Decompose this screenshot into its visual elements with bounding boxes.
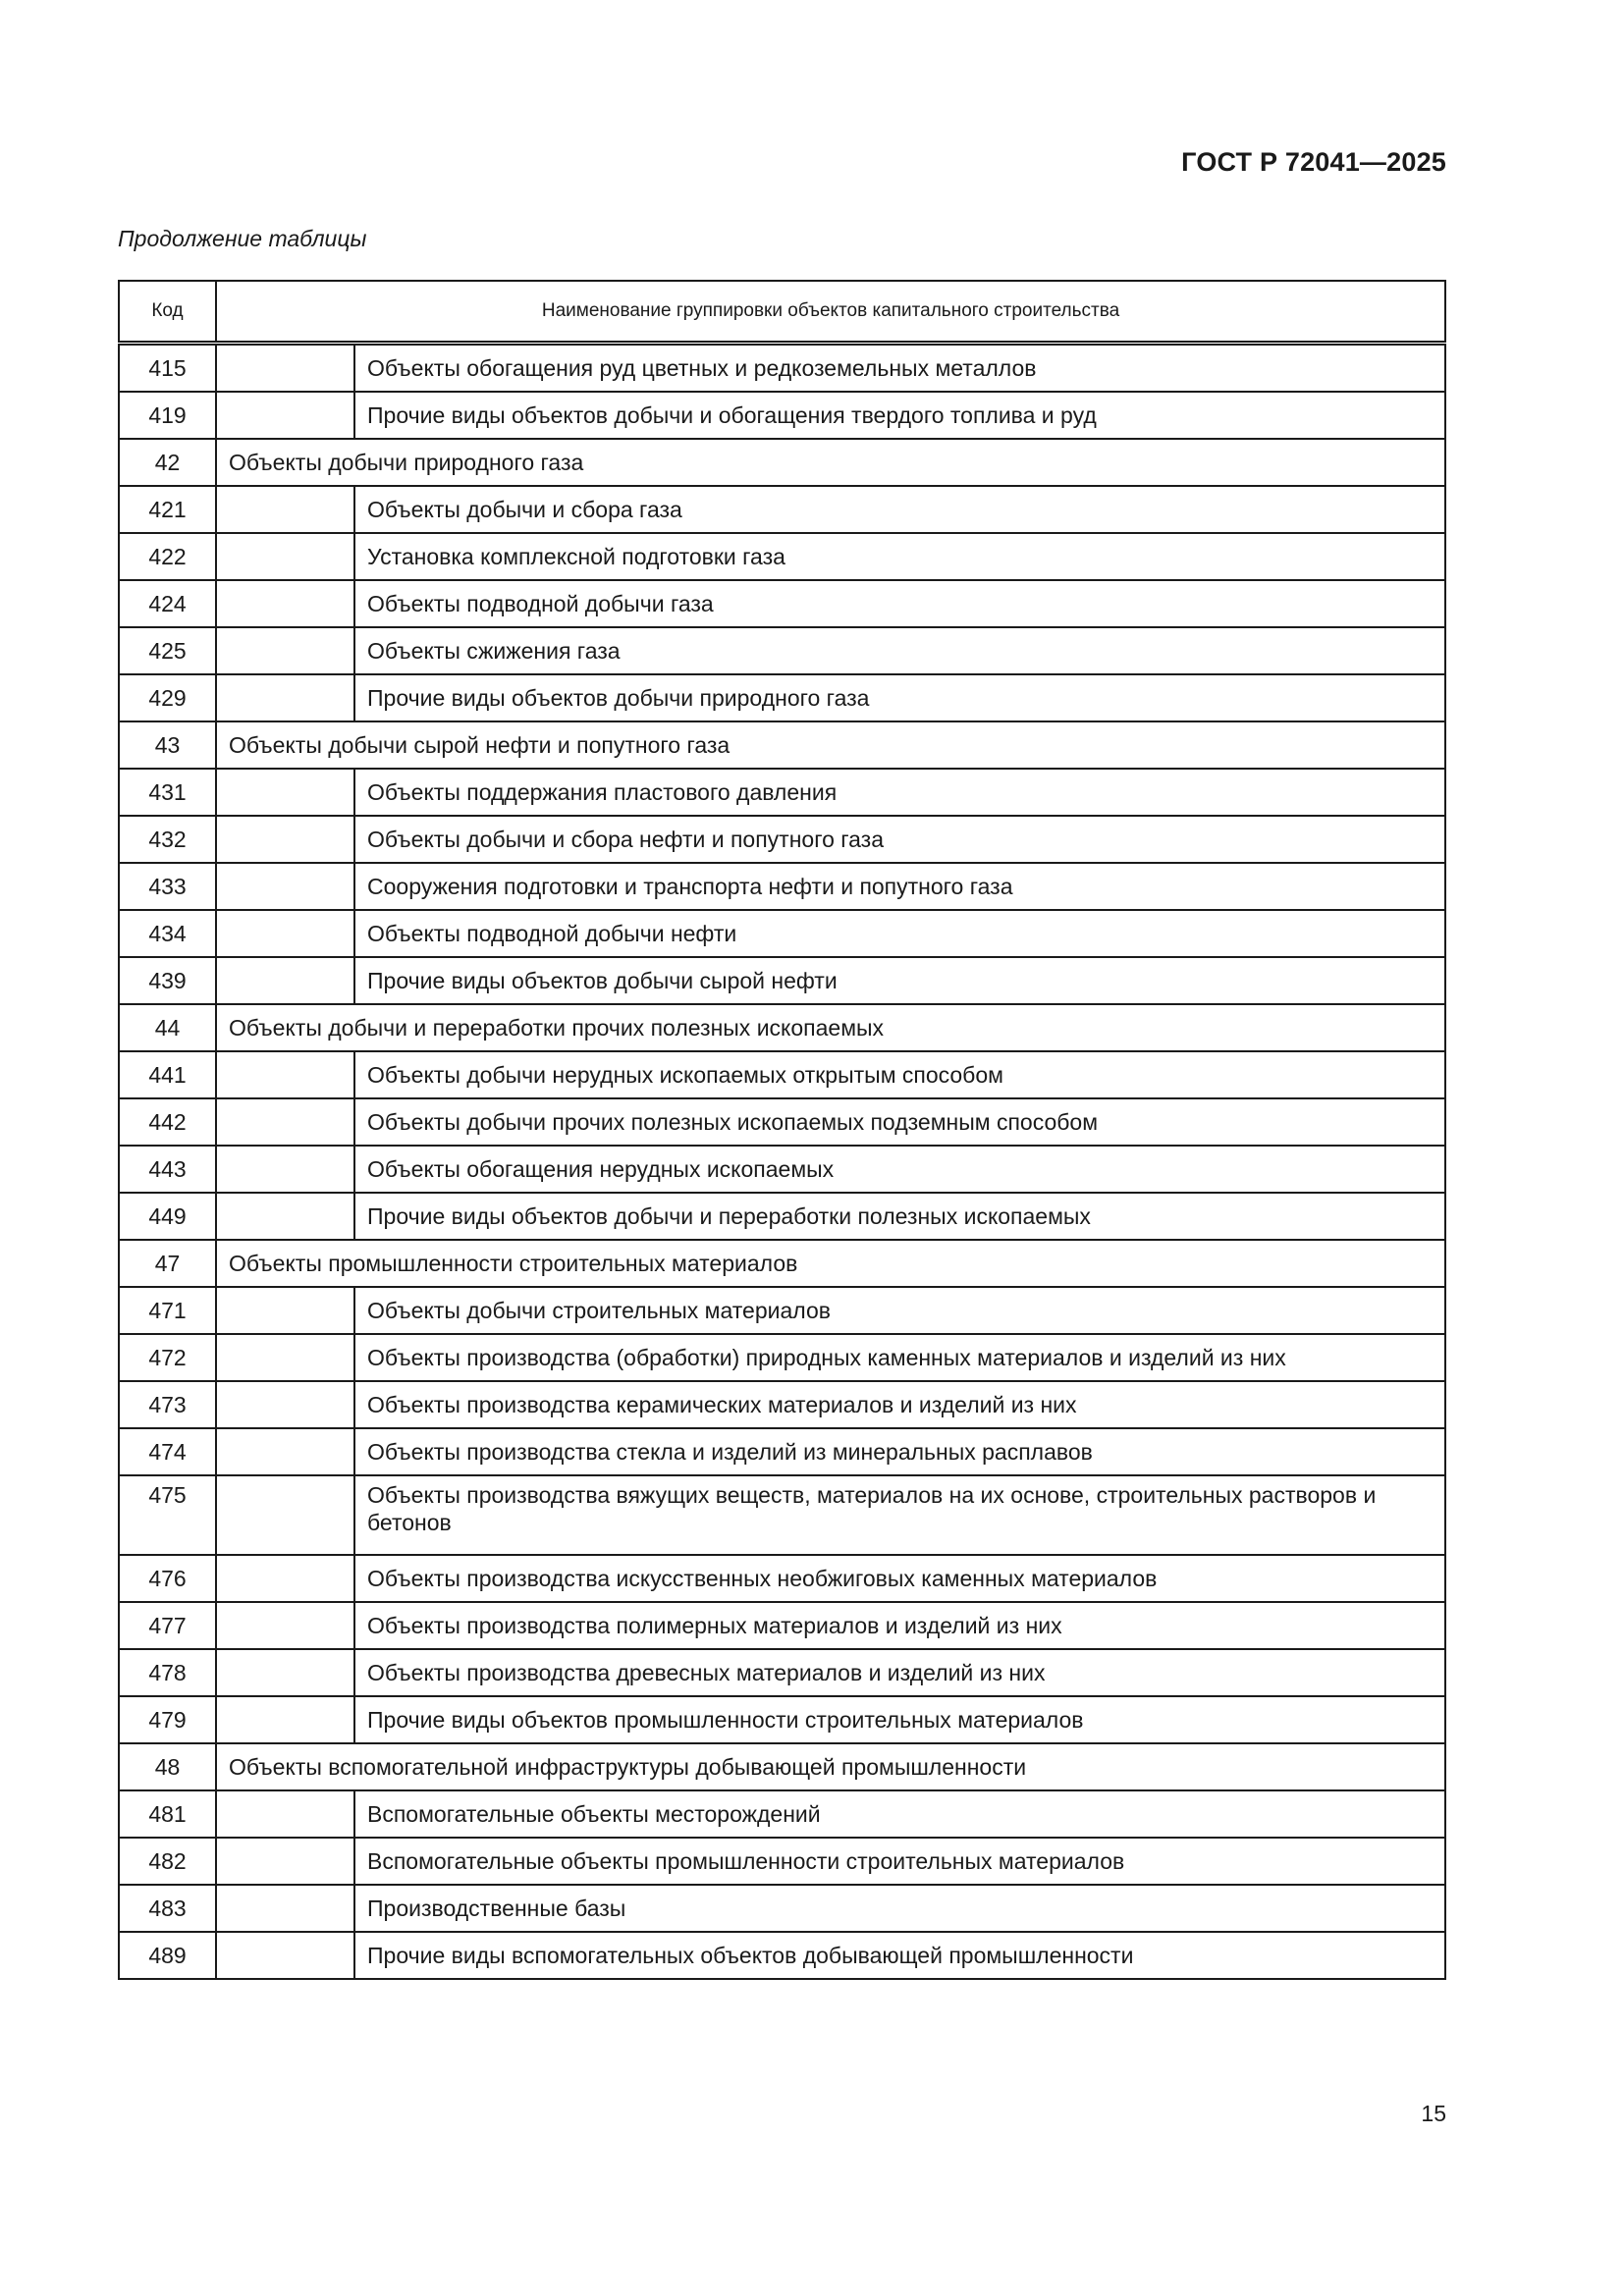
indent-cell [216, 1885, 354, 1932]
subgroup-name: Прочие виды вспомогательных объектов добывающей промышленности [354, 1932, 1445, 1979]
row-code: 481 [119, 1790, 216, 1838]
subgroup-name: Объекты производства полимерных материалов и изделий из них [354, 1602, 1445, 1649]
indent-cell [216, 1287, 354, 1334]
table-row [119, 1649, 1445, 1696]
indent-cell [216, 627, 354, 674]
table-row [119, 1790, 1445, 1838]
subgroup-name: Установка комплексной подготовки газа [354, 533, 1445, 580]
table-row [119, 1743, 1445, 1790]
group-name: Объекты добычи природного газа [216, 439, 1445, 486]
row-code: 425 [119, 627, 216, 674]
indent-cell [216, 486, 354, 533]
column-header-code: Код [119, 281, 216, 344]
table-row [119, 1146, 1445, 1193]
indent-cell [216, 1051, 354, 1098]
table-row [119, 1240, 1445, 1287]
row-code: 424 [119, 580, 216, 627]
table-row [119, 344, 1445, 393]
row-code: 443 [119, 1146, 216, 1193]
indent-cell [216, 1475, 354, 1555]
indent-cell [216, 816, 354, 863]
table-row [119, 1004, 1445, 1051]
indent-cell [216, 957, 354, 1004]
indent-cell [216, 1428, 354, 1475]
row-code: 415 [119, 344, 216, 393]
subgroup-name: Вспомогательные объекты месторождений [354, 1790, 1445, 1838]
row-code: 48 [119, 1743, 216, 1790]
table-row [119, 580, 1445, 627]
page-number: 15 [1421, 2101, 1446, 2126]
row-code: 433 [119, 863, 216, 910]
table-body [119, 344, 1445, 1980]
table-row [119, 1475, 1445, 1555]
row-code: 478 [119, 1649, 216, 1696]
row-code: 483 [119, 1885, 216, 1932]
indent-cell [216, 1932, 354, 1979]
table-row [119, 1428, 1445, 1475]
table-row [119, 1696, 1445, 1743]
subgroup-name: Объекты производства (обработки) природных каменных материалов и изделий из них [354, 1334, 1445, 1381]
row-code: 477 [119, 1602, 216, 1649]
row-code: 489 [119, 1932, 216, 1979]
indent-cell [216, 1555, 354, 1602]
indent-cell [216, 1649, 354, 1696]
table-row [119, 1381, 1445, 1428]
subgroup-name: Объекты обогащения руд цветных и редкоземельных металлов [354, 344, 1445, 393]
row-code: 472 [119, 1334, 216, 1381]
row-code: 419 [119, 392, 216, 439]
row-code: 473 [119, 1381, 216, 1428]
subgroup-name: Объекты поддержания пластового давления [354, 769, 1445, 816]
subgroup-name: Прочие виды объектов добычи природного газа [354, 674, 1445, 721]
subgroup-name: Объекты производства вяжущих веществ, материалов на их основе, строительных растворов и бетонов [354, 1475, 1445, 1555]
subgroup-name: Объекты производства древесных материалов и изделий из них [354, 1649, 1445, 1696]
table-row [119, 1885, 1445, 1932]
table-row [119, 1555, 1445, 1602]
row-code: 42 [119, 439, 216, 486]
indent-cell [216, 1602, 354, 1649]
subgroup-name: Объекты обогащения нерудных ископаемых [354, 1146, 1445, 1193]
table-row [119, 721, 1445, 769]
indent-cell [216, 674, 354, 721]
indent-cell [216, 1381, 354, 1428]
indent-cell [216, 1193, 354, 1240]
indent-cell [216, 1146, 354, 1193]
table-row [119, 1051, 1445, 1098]
indent-cell [216, 392, 354, 439]
table-row [119, 1932, 1445, 1979]
document-designation: ГОСТ Р 72041—2025 [1181, 147, 1446, 177]
indent-cell [216, 1334, 354, 1381]
table-row [119, 392, 1445, 439]
indent-cell [216, 580, 354, 627]
subgroup-name: Объекты добычи прочих полезных ископаемых подземным способом [354, 1098, 1445, 1146]
subgroup-name: Объекты добычи нерудных ископаемых открытым способом [354, 1051, 1445, 1098]
classifier-table [118, 280, 1446, 1980]
subgroup-name: Объекты добычи и сбора нефти и попутного газа [354, 816, 1445, 863]
table-continuation-caption: Продолжение таблицы [118, 226, 367, 251]
table-row [119, 627, 1445, 674]
indent-cell [216, 1838, 354, 1885]
subgroup-name: Объекты добычи строительных материалов [354, 1287, 1445, 1334]
subgroup-name: Прочие виды объектов добычи и переработки полезных ископаемых [354, 1193, 1445, 1240]
row-code: 479 [119, 1696, 216, 1743]
indent-cell [216, 863, 354, 910]
subgroup-name: Объекты подводной добычи газа [354, 580, 1445, 627]
row-code: 476 [119, 1555, 216, 1602]
table-row [119, 816, 1445, 863]
row-code: 429 [119, 674, 216, 721]
indent-cell [216, 1790, 354, 1838]
row-code: 432 [119, 816, 216, 863]
subgroup-name: Объекты производства искусственных необжиговых каменных материалов [354, 1555, 1445, 1602]
row-code: 474 [119, 1428, 216, 1475]
indent-cell [216, 344, 354, 393]
subgroup-name: Прочие виды объектов промышленности строительных материалов [354, 1696, 1445, 1743]
row-code: 475 [119, 1475, 216, 1555]
table-row [119, 533, 1445, 580]
table-row [119, 1287, 1445, 1334]
row-code: 439 [119, 957, 216, 1004]
subgroup-name: Объекты добычи и сбора газа [354, 486, 1445, 533]
table-row [119, 1193, 1445, 1240]
table-row [119, 769, 1445, 816]
subgroup-name: Объекты производства керамических материалов и изделий из них [354, 1381, 1445, 1428]
row-code: 43 [119, 721, 216, 769]
row-code: 431 [119, 769, 216, 816]
table-row [119, 863, 1445, 910]
row-code: 471 [119, 1287, 216, 1334]
subgroup-name: Производственные базы [354, 1885, 1445, 1932]
row-code: 434 [119, 910, 216, 957]
row-code: 449 [119, 1193, 216, 1240]
group-name: Объекты добычи сырой нефти и попутного газа [216, 721, 1445, 769]
table-row [119, 674, 1445, 721]
table-header-row [119, 281, 1445, 344]
row-code: 47 [119, 1240, 216, 1287]
row-code: 421 [119, 486, 216, 533]
indent-cell [216, 910, 354, 957]
row-code: 44 [119, 1004, 216, 1051]
indent-cell [216, 1696, 354, 1743]
row-code: 482 [119, 1838, 216, 1885]
table-row [119, 486, 1445, 533]
table-row [119, 1098, 1445, 1146]
subgroup-name: Вспомогательные объекты промышленности строительных материалов [354, 1838, 1445, 1885]
group-name: Объекты промышленности строительных материалов [216, 1240, 1445, 1287]
indent-cell [216, 769, 354, 816]
subgroup-name: Прочие виды объектов добычи сырой нефти [354, 957, 1445, 1004]
group-name: Объекты вспомогательной инфраструктуры добывающей промышленности [216, 1743, 1445, 1790]
indent-cell [216, 533, 354, 580]
subgroup-name: Объекты производства стекла и изделий из минеральных расплавов [354, 1428, 1445, 1475]
table-row [119, 439, 1445, 486]
table-row [119, 1838, 1445, 1885]
table-row [119, 957, 1445, 1004]
table-row [119, 1602, 1445, 1649]
subgroup-name: Сооружения подготовки и транспорта нефти и попутного газа [354, 863, 1445, 910]
table-row [119, 1334, 1445, 1381]
column-header-name: Наименование группировки объектов капитального строительства [216, 281, 1445, 344]
group-name: Объекты добычи и переработки прочих полезных ископаемых [216, 1004, 1445, 1051]
subgroup-name: Прочие виды объектов добычи и обогащения твердого топлива и руд [354, 392, 1445, 439]
table-row [119, 910, 1445, 957]
subgroup-name: Объекты подводной добычи нефти [354, 910, 1445, 957]
row-code: 441 [119, 1051, 216, 1098]
indent-cell [216, 1098, 354, 1146]
row-code: 422 [119, 533, 216, 580]
row-code: 442 [119, 1098, 216, 1146]
subgroup-name: Объекты сжижения газа [354, 627, 1445, 674]
